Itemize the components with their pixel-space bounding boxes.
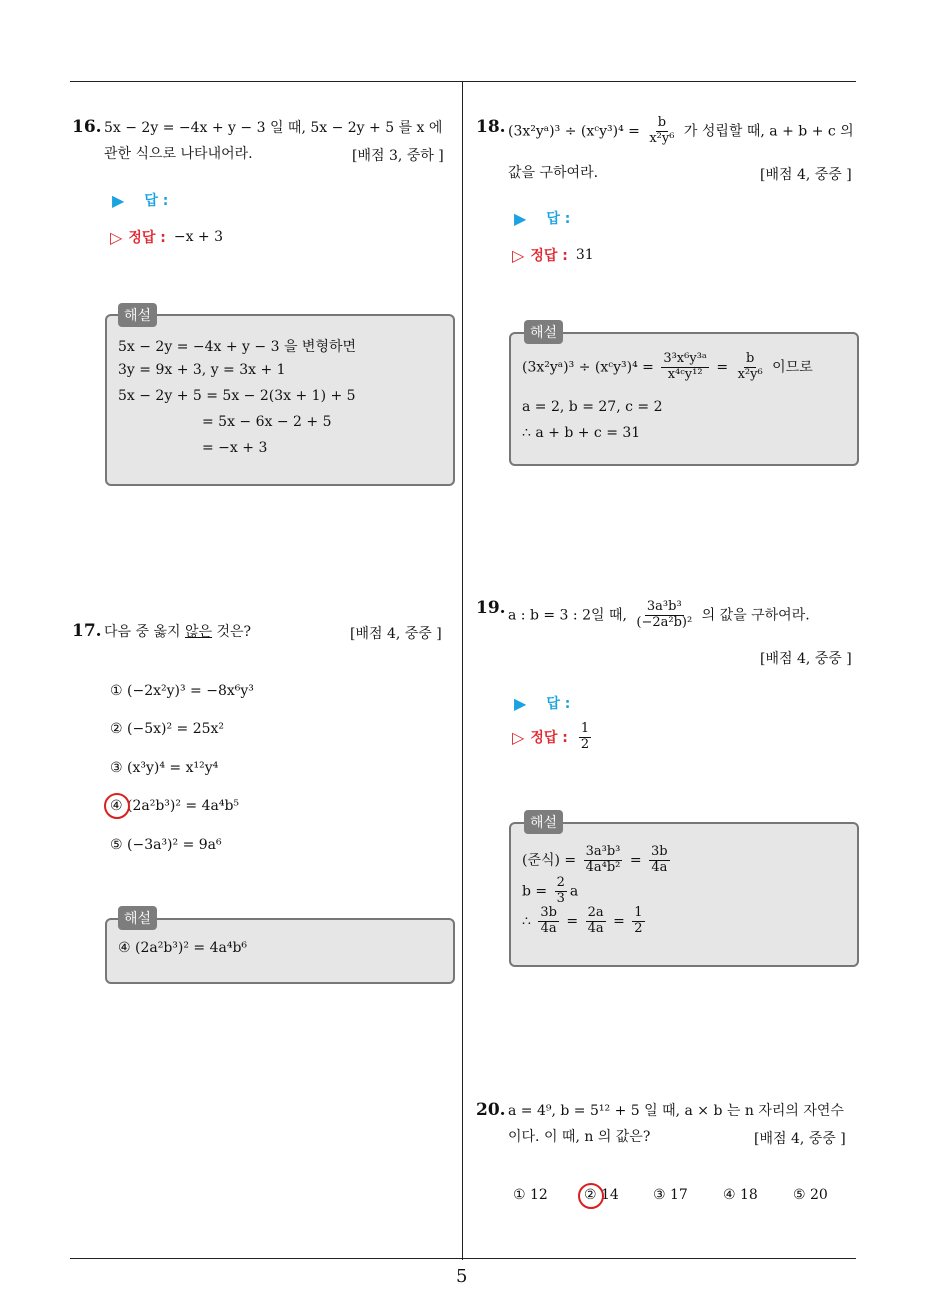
q17-option-4: ④ (2a²b³)² = 4a⁴b⁵ [110, 798, 240, 814]
q16-number: 16. [72, 117, 102, 137]
q18-correct-label: 정답 : [530, 248, 568, 264]
q18-explain-line3: ∴ a + b + c = 31 [522, 425, 641, 441]
q19-fraction: $\frac{\text{3a³b³}}{\text{(−2a²b)²}}$ [636, 599, 693, 630]
q20-option-5: ⑤ 20 [793, 1187, 828, 1203]
q20-number: 20. [476, 1100, 506, 1120]
q20-line1: a = 4⁹, b = 5¹² + 5 일 때, a × b 는 n 자리의 자연수 [508, 1103, 844, 1119]
q16-meta: [배점 3, 중하 ] [352, 148, 444, 164]
q18-correct-row [512, 245, 594, 265]
q17-option-3: ③ (x³y)⁴ = x¹²y⁴ [110, 760, 219, 776]
q19-explain-line3: ∴ $\frac{3b}{4a}$ = $\frac{2a}{4a}$ = $\frac{1}{2}$ [522, 905, 643, 936]
q20-meta: [배점 4, 중중 ] [754, 1131, 846, 1147]
q19-correct-value: $\frac{1}{2}$ [580, 721, 590, 752]
q18-line2: 값을 구하여라. [508, 165, 599, 181]
q16-answer-label: 답 : [144, 193, 169, 209]
q17-option-5: ⑤ (−3a³)² = 9a⁶ [110, 837, 222, 853]
q17-line1: 다음 중 옳지 않은 것은? [104, 624, 252, 640]
q20-option-4: ④ 18 [723, 1187, 758, 1203]
q19-line1: a : b = 3 : 2일 때, $\frac{\text{3a³b³}}{\text{(−2a²b)²}}$ 의 값을 구하여라. [508, 599, 810, 630]
q18-explain-line2: a = 2, b = 27, c = 2 [522, 399, 663, 415]
q19-explain-line2: b = $\frac{2}{3}$ a [522, 875, 579, 906]
play-outline-icon: ▷ [512, 727, 525, 747]
top-rule [70, 81, 856, 82]
q16-explain-line5: = −x + 3 [202, 440, 268, 456]
q16-explain-line2: 3y = 9x + 3, y = 3x + 1 [118, 362, 286, 378]
q20-line2: 이다. 이 때, n 의 값은? [508, 1129, 651, 1145]
q16-explain-line1: 5x − 2y = −4x + y − 3 을 변형하면 [118, 339, 357, 355]
q16-line2: 관한 식으로 나타내어라. [104, 146, 253, 162]
q16-correct-label: 정답 : [128, 230, 166, 246]
q20-option-1: ① 12 [513, 1187, 548, 1203]
q17-option-2: ② (−5x)² = 25x² [110, 721, 225, 737]
q19-number: 19. [476, 598, 506, 618]
q18-fraction: $\frac{b}{\text{x²y⁶}}$ [649, 115, 675, 146]
q19-meta: [배점 4, 중중 ] [760, 651, 852, 667]
q17-option-1: ① (−2x²y)³ = −8x⁶y³ [110, 683, 254, 699]
q19-correct-label: 정답 : [530, 730, 568, 747]
q20-option-2: ② 14 [584, 1187, 619, 1203]
q20-option-3: ③ 17 [653, 1187, 688, 1203]
bottom-rule [70, 1258, 856, 1259]
q16-explain-tag: 해설 [118, 303, 157, 327]
play-icon: ▶ [112, 190, 125, 210]
q16-explain-line4: = 5x − 6x − 2 + 5 [202, 414, 332, 430]
play-icon: ▶ [514, 693, 527, 713]
q16-correct-row [110, 227, 223, 247]
q19-answer-row [514, 693, 570, 713]
page-number: 5 [456, 1266, 468, 1287]
q19-explain-line1: (준식) = $\frac{\text{3a³b³}}{\text{4a⁴b²}}$ = $\frac{3b}{4a}$ [522, 844, 668, 875]
play-outline-icon: ▷ [110, 227, 123, 247]
q17-explain-line: ④ (2a²b³)² = 4a⁴b⁶ [118, 940, 248, 956]
column-divider [462, 81, 463, 1260]
q19-answer-label: 답 : [546, 696, 571, 712]
q16-answer-row [112, 190, 168, 210]
q16-line1: 5x − 2y = −4x + y − 3 일 때, 5x − 2y + 5 를 x 에 [104, 120, 443, 136]
q18-answer-row [514, 208, 570, 228]
play-outline-icon: ▷ [512, 245, 525, 265]
q18-number: 18. [476, 117, 506, 137]
q18-meta: [배점 4, 중중 ] [760, 167, 852, 183]
q16-correct-value: −x + 3 [173, 229, 224, 245]
q19-explain-tag: 해설 [524, 810, 563, 834]
q18-correct-value: 31 [575, 247, 594, 263]
q17-explain-tag: 해설 [118, 906, 157, 930]
q18-explain-line1: (3x²yᵃ)³ ÷ (xᶜy³)⁴ = $\frac{\text{3³x⁶y³ᵃ}}{\text{x⁴ᶜy¹²}}$ = $\frac{b}{\text{x²y⁶}}$ 이므로 [522, 351, 813, 382]
q18-answer-label: 답 : [546, 211, 571, 227]
q18-line1: (3x²yᵃ)³ ÷ (xᶜy³)⁴ = $\frac{b}{\text{x²y⁶}}$ 가 성립할 때, a + b + c 의 [508, 115, 854, 146]
answer-circle-mark [104, 793, 130, 819]
q18-explain-tag: 해설 [524, 320, 563, 344]
q19-correct-row [512, 722, 594, 753]
q17-meta: [배점 4, 중중 ] [350, 626, 442, 642]
answer-circle-mark [578, 1183, 604, 1209]
play-icon: ▶ [514, 208, 527, 228]
q17-number: 17. [72, 621, 102, 641]
q16-explain-line3: 5x − 2y + 5 = 5x − 2(3x + 1) + 5 [118, 388, 356, 404]
